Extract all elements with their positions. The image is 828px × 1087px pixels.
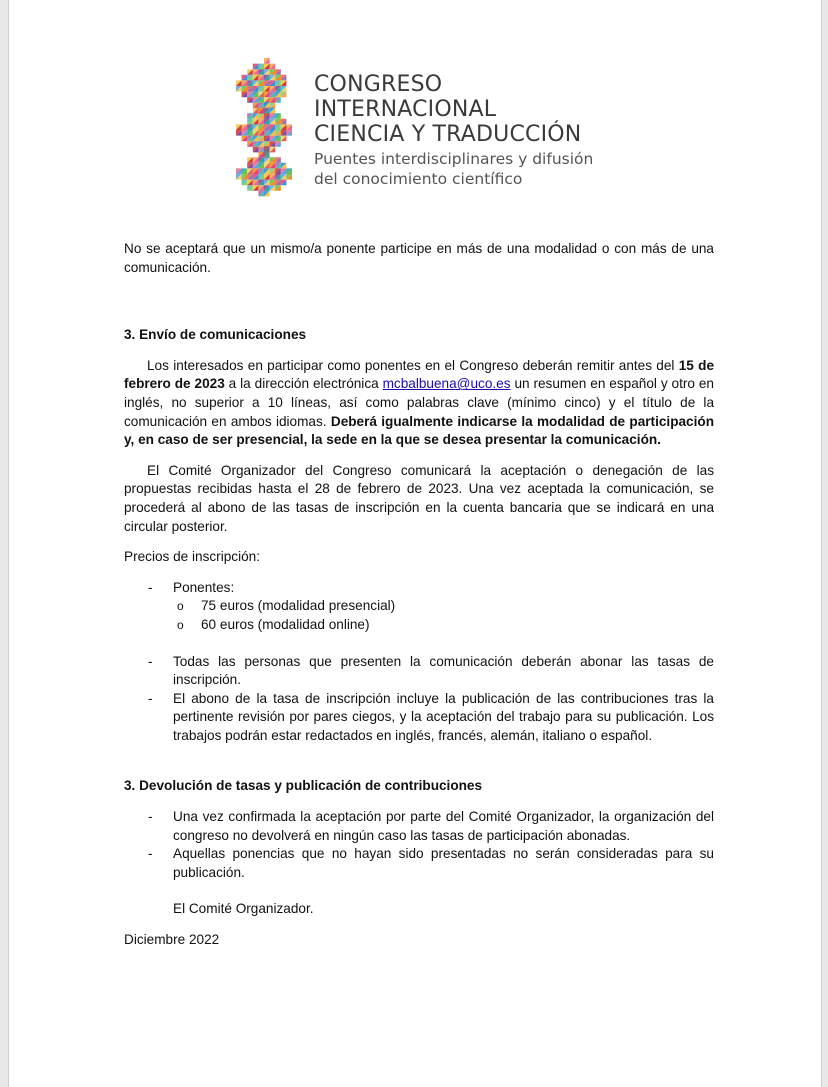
prices-label: Precios de inscripción: xyxy=(124,549,260,565)
price-sublist xyxy=(173,597,714,634)
logo-title-line: INTERNACIONAL xyxy=(314,97,497,122)
list-item xyxy=(173,616,714,635)
envio-paragraph-2: El Comité Organizador del Congreso comunicará la aceptación o denegación de las propuestas recibidas hasta el 28 de febrero de 2023. Una vez aceptada la comunicación, se procederá al abono de las tasas de inscripción en la cuenta bancaria que se indicará en una circular posterior. xyxy=(124,462,714,534)
ponentes-label: Ponentes: xyxy=(173,579,235,595)
congress-header xyxy=(224,58,644,203)
section-heading-devolucion: 3. Devolución de tasas y publicación de contribuciones xyxy=(124,778,483,794)
logo-subtitle-line: del conocimiento científico xyxy=(314,170,523,188)
bullet-text: Aquellas ponencias que no hayan sido presentadas no serán consideradas para su publicación. xyxy=(173,846,714,880)
prices-list xyxy=(124,579,714,635)
devolucion-bullets xyxy=(124,808,714,882)
document-date: Diciembre 2022 xyxy=(124,932,220,948)
circle-bullet: o xyxy=(177,617,184,632)
list-item xyxy=(124,808,714,845)
envio-paragraph-1 xyxy=(124,357,714,450)
bullet-text: Todas las personas que presenten la comunicación deberán abonar las tasas de inscripción. xyxy=(173,653,714,688)
congress-logo-icon xyxy=(224,58,304,203)
dash-bullet: - xyxy=(148,690,153,706)
list-item xyxy=(173,597,714,616)
dash-bullet: - xyxy=(148,579,153,595)
list-item xyxy=(124,845,714,882)
logo-title-line: CONGRESO xyxy=(314,72,443,97)
document-page xyxy=(8,0,822,1087)
signoff: El Comité Organizador. xyxy=(173,901,314,917)
logo-text xyxy=(314,72,593,189)
dash-bullet: - xyxy=(148,809,153,825)
price-item: 75 euros (modalidad presencial) xyxy=(201,598,396,614)
dash-bullet: - xyxy=(148,846,153,862)
text-run: a la dirección electrónica xyxy=(224,376,383,392)
email-link[interactable]: mcbalbuena@uco.es xyxy=(382,376,511,392)
list-item xyxy=(124,653,714,690)
envio-bullets xyxy=(124,653,714,746)
list-item xyxy=(124,690,714,746)
price-item: 60 euros (modalidad online) xyxy=(201,616,370,632)
bold-requirement: Deberá igualmente indicarse la modalidad de participación y, en caso de ser presencial, la sede en la que se desea presentar la comunicación. xyxy=(124,413,715,448)
logo-subtitle-line: Puentes interdisciplinares y difusión xyxy=(314,150,594,168)
deadline-date: 15 de febrero de 2023 xyxy=(124,357,714,392)
bullet-text: Una vez confirmada la aceptación por parte del Comité Organizador, la organización del congreso no devolverá en ningún caso las tasas de participación abonadas. xyxy=(173,809,714,843)
document-body xyxy=(124,240,714,950)
bullet-text: El abono de la tasa de inscripción incluye la publicación de las contribuciones tras la pertinente revisión por pares ciegos, y la aceptación del trabajo para su publicación. Los trabajos podrán estar redactados en inglés, francés, alemán, italiano o español. xyxy=(173,690,714,743)
logo-title-line: CIENCIA Y TRADUCCIÓN xyxy=(314,122,582,147)
section-heading-envio: 3. Envío de comunicaciones xyxy=(124,327,307,343)
text-run: Los interesados en participar como ponentes en el Congreso deberán remitir antes del xyxy=(147,357,679,373)
circle-bullet: o xyxy=(177,599,184,614)
intro-paragraph: No se aceptará que un mismo/a ponente participe en más de una modalidad o con más de una comunicación. xyxy=(124,241,714,275)
list-item xyxy=(124,579,714,635)
dash-bullet: - xyxy=(148,653,153,669)
text-run: un resumen en español y otro en inglés, no superior a 10 líneas, así como palabras clave (mínimo cinco) y el título de la comunicación en ambos idiomas. xyxy=(124,376,714,429)
